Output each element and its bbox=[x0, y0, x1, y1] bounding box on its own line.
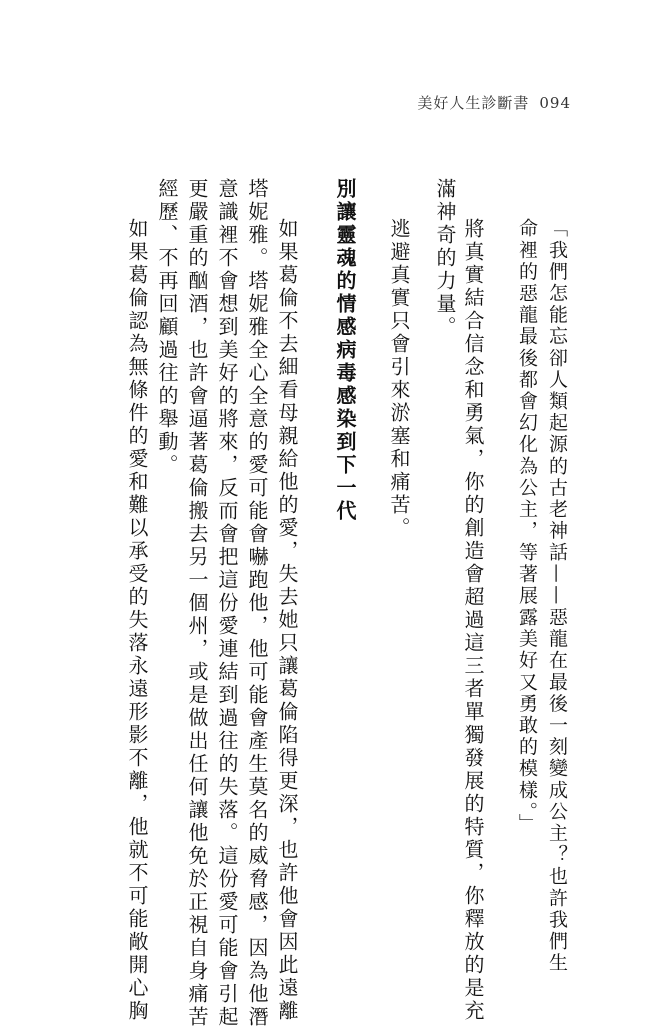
paragraph-line: 滿神奇的力量。 bbox=[433, 178, 457, 339]
quote-line: 命裡的惡龍最後都會幻化為公主，等著展露美好又勇敢的模樣。」 bbox=[516, 218, 538, 835]
page-number: 094 bbox=[539, 94, 571, 112]
paragraph-line: 如果葛倫認為無條件的愛和難以承受的失落永遠形影不離，他就不可能敞開心胸 bbox=[125, 218, 149, 1023]
paragraph-line: 如果葛倫不去細看母親給他的愛，失去她只讓葛倫陷得更深，也許他會因此遠離 bbox=[275, 218, 299, 1023]
section-heading: 別讓靈魂的情感病毒感染到下一代 bbox=[333, 178, 357, 523]
paragraph-line: 將真實結合信念和勇氣，你的創造會超過這三者單獨發展的特質，你釋放的是充 bbox=[461, 218, 485, 1023]
running-header bbox=[417, 92, 571, 113]
paragraph-line: 塔妮雅。塔妮雅全心全意的愛可能會嚇跑他，他可能會產生莫名的威脅感，因為他潛 bbox=[245, 178, 269, 1029]
book-title: 美好人生診斷書 bbox=[417, 94, 530, 112]
paragraph-line: 意識裡不會想到美好的將來，反而會把這份愛連結到過往的失落。這份愛可能會引起 bbox=[215, 178, 239, 1029]
paragraph-line: 逃避真實只會引來淤塞和痛苦。 bbox=[387, 218, 411, 540]
quote-line: 「我們怎能忘卻人類起源的古老神話——惡龍在最後一刻變成公主？也許我們生 bbox=[546, 218, 568, 974]
paragraph-line: 更嚴重的酗酒，也許會逼著葛倫搬去另一個州，或是做出任何讓他免於正視自身痛苦 bbox=[185, 178, 209, 1029]
paragraph-line: 經歷、不再回顧過往的舉動。 bbox=[155, 178, 179, 477]
